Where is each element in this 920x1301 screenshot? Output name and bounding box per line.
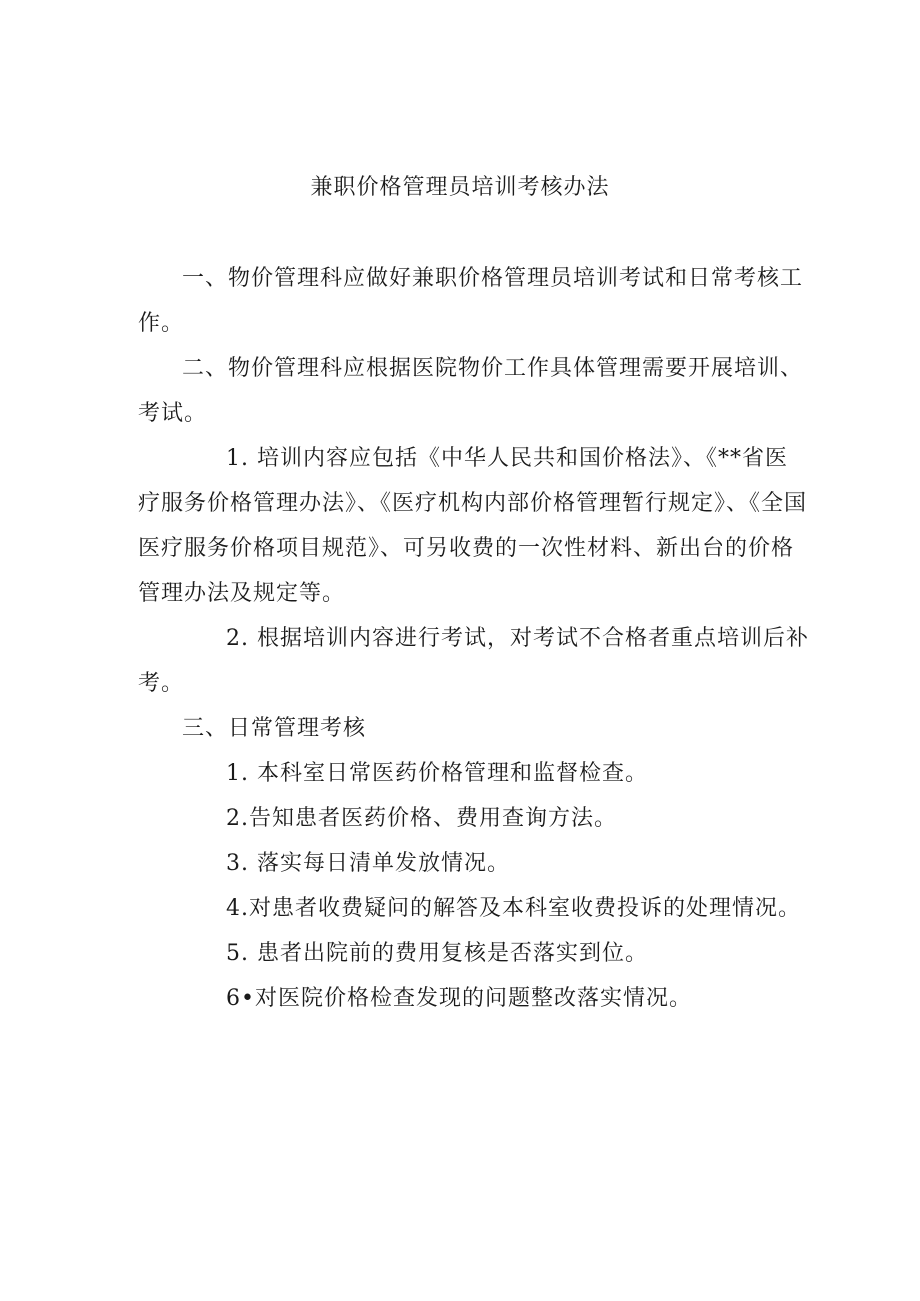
paragraph-item-3-1	[138, 751, 810, 796]
paragraph-section-2	[138, 346, 810, 436]
paragraph-text: •对医院价格检查发现的问题整改落实情况。	[241, 986, 692, 1011]
item-number: 1	[226, 761, 241, 786]
paragraph-section-3	[138, 706, 810, 751]
paragraph-item-3-5	[138, 931, 810, 976]
paragraph-item-3-2	[138, 796, 810, 841]
paragraph-text: 三、日常管理考核	[182, 716, 367, 741]
item-number: 6	[226, 986, 241, 1011]
paragraph-item-3-3	[138, 841, 810, 886]
paragraph-text: . 本科室日常医药价格管理和监督检查。	[241, 761, 648, 786]
item-number: 5	[226, 941, 241, 966]
paragraph-text: . 落实每日清单发放情况。	[241, 851, 510, 876]
paragraph-text: . 培训内容应包括《中华人民共和国价格法》、《**省医疗服务价格管理办法》、《医疗机构内部价格管理暂行规定》、《全国医疗服务价格项目规范》、可另收费的一次性材料、新出台的价格管理办法及规定等。	[138, 446, 808, 606]
document-title: 兼职价格管理员培训考核办法	[310, 175, 610, 200]
paragraph-text: 一、物价管理科应做好兼职价格管理员培训考试和日常考核工作。	[138, 266, 804, 336]
paragraph-item-2-1	[138, 436, 810, 616]
paragraph-text: . 根据培训内容进行考试，对考试不合格者重点培训后补考。	[138, 626, 809, 696]
paragraph-text: . 患者出院前的费用复核是否落实到位。	[241, 941, 648, 966]
paragraph-text: 二、物价管理科应根据医院物价工作具体管理需要开展培训、考试。	[138, 356, 804, 426]
document-body	[138, 256, 810, 1021]
paragraph-text: .告知患者医药价格、费用查询方法。	[241, 806, 617, 831]
item-number: 2	[226, 806, 241, 831]
item-number: 3	[226, 851, 241, 876]
item-number: 1	[226, 446, 241, 471]
paragraph-item-2-2	[138, 616, 810, 706]
paragraph-item-3-6	[138, 976, 810, 1021]
paragraph-section-1	[138, 256, 810, 346]
item-number: 2	[226, 626, 241, 651]
paragraph-text: .对患者收费疑问的解答及本科室收费投诉的处理情况。	[241, 896, 801, 921]
paragraph-item-3-4	[138, 886, 810, 931]
item-number: 4	[226, 896, 241, 921]
